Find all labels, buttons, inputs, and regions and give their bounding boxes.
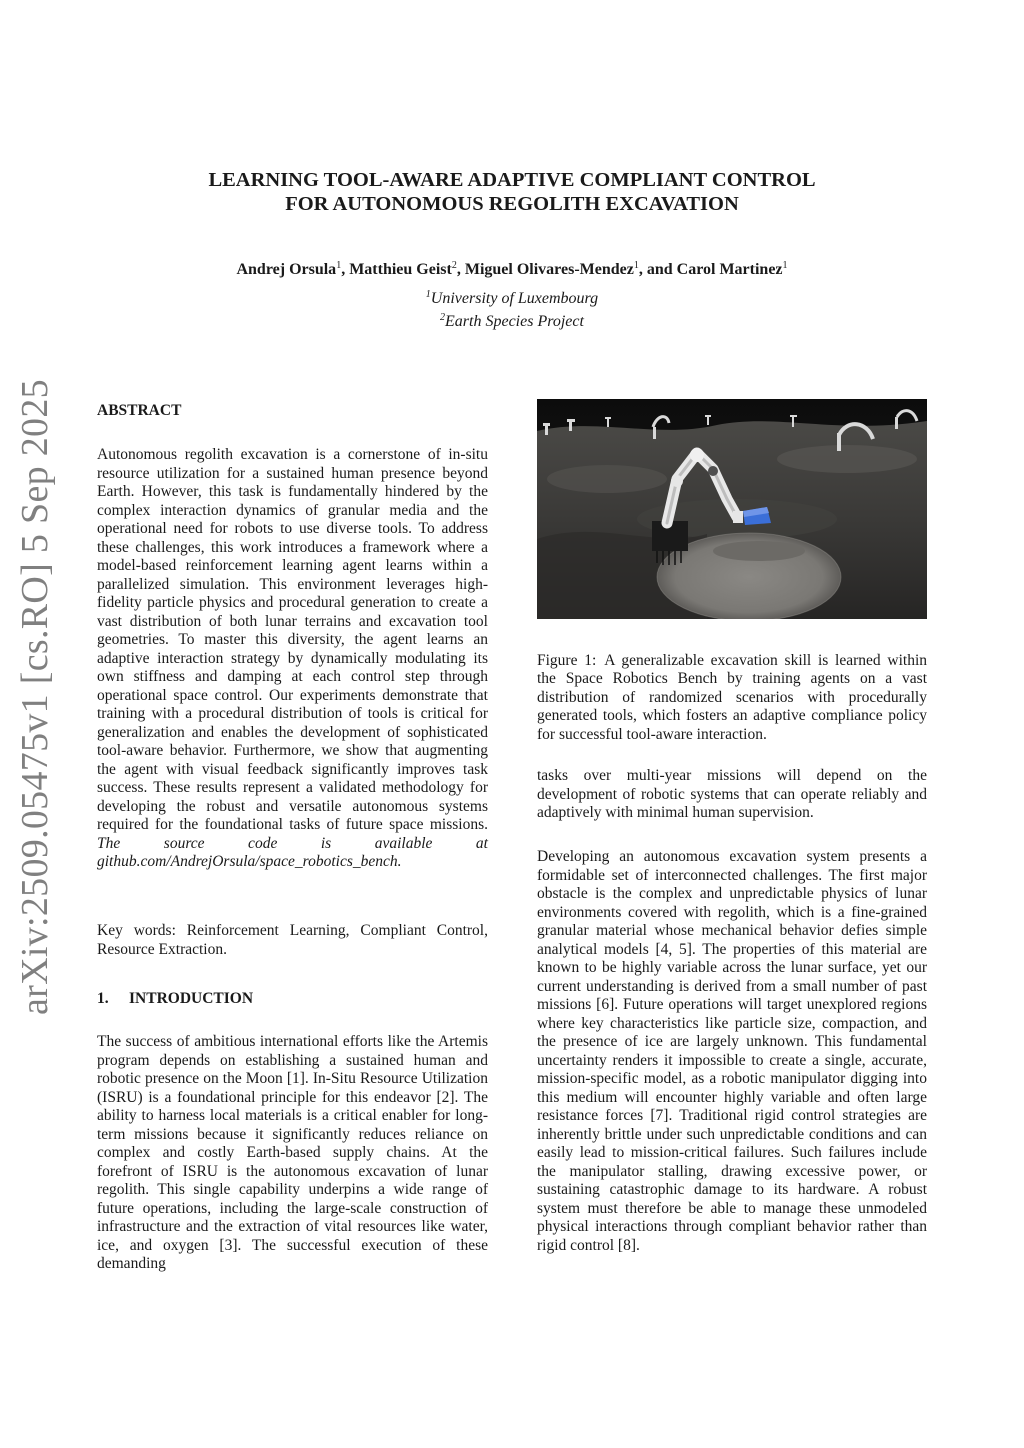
intro-paragraph-2 (537, 848, 927, 1255)
author-affiliation-mark: 2 (451, 260, 457, 271)
figure-caption-text: A generalizable excavation skill is learned within the Space Robotics Bench by training agents on a vast distribution of randomized scenarios with procedurally generated tools, which fosters an adaptive compliance policy for successful tool-aware interaction. (537, 651, 927, 743)
source-code-note: The source code is available at github.com/AndrejOrsula/space_robotics_bench. (97, 834, 488, 870)
affiliation-name: Earth Species Project (445, 313, 584, 330)
arxiv-identifier: arXiv:2509.05475v1 [cs.RO] 5 Sep 2025 (14, 379, 56, 1015)
author-name: Miguel Olivares-Mendez (464, 261, 634, 278)
intro-paragraph-1-continued-text: tasks over multi-year missions will depend on the development of robotic systems that can operate reliably and adaptively with minimal human supervision. (537, 767, 927, 821)
author-name: Matthieu Geist (349, 261, 452, 278)
author-affiliation-mark: 1 (633, 260, 639, 271)
title-line-1: LEARNING TOOL-AWARE ADAPTIVE COMPLIANT CONTROL (208, 169, 816, 191)
title-line-2: FOR AUTONOMOUS REGOLITH EXCAVATION (285, 193, 739, 215)
intro-paragraph-1-continued (537, 767, 927, 823)
author-name: Andrej Orsula (236, 261, 337, 278)
abstract-text: Autonomous regolith excavation is a cornerstone of in-situ resource utilization for a sustained human presence beyond Earth. However, this task is fundamentally hindered by the complex interaction dynamics of granular media and the operational need for robots to use diverse tools. To address these challenges, this work introduces a framework where a model-based reinforcement learning agent learns within a parallelized simulation. This environment leverages high-fidelity particle physics and procedural generation to create a vast distribution of both lunar terrains and excavation tool geometries. To master this diversity, the agent learns an adaptive interaction strategy by dynamically modulating its own stiffness and damping at each control step through operational space control. Our experiments demonstrate that training with a procedural distribution of tools is critical for generalization and enables the development of sophisticated tool-aware behavior. Furthermore, we show that augmenting the agent with visual feedback significantly improves task success. These results represent a validated methodology for developing the robust and versatile autonomous systems required for the foundational tasks of future space missions. (97, 446, 488, 833)
affiliation (120, 285, 904, 308)
section-title: INTRODUCTION (129, 990, 254, 1007)
paper-title (120, 168, 904, 216)
author-affiliation-mark: 1 (782, 260, 788, 271)
intro-paragraph-2-text: Developing an autonomous excavation system presents a formidable set of interconnected challenges. The first major obstacle is the complex and unpredictable physics of lunar environments covered with regolith, which is a fine-grained granular material whose mechanical behavior defies simple analytical models [4, 5]. The properties of this material are known to be highly variable across the lunar surface, yet our current understanding is derived from a small number of past missions [6]. Future operations will target unexplored regions where key characteristics like particle size, compaction, and the presence of ice are largely unknown. This fundamental uncertainty renders it impossible to create a single, accurate, mission-specific model, as a robotic manipulator digging into this medium will encounter highly variable and often large resistance forces [7]. Traditional rigid control strategies are inherently brittle under such unpredictable conditions and can easily lead to mission-critical failures. Such failures include the manipulator stalling, drawing excessive power, or sustaining catastrophic damage to its hardware. A robust system must therefore be able to manage these unmodeled physical interactions through compliant behavior rather than rigid control [8]. (537, 848, 927, 1254)
figure-label: Figure 1: (537, 651, 597, 669)
section-number: 1. (97, 990, 109, 1007)
figure-1-image (537, 399, 927, 619)
keywords (97, 922, 488, 959)
figure-1-caption (537, 636, 927, 760)
affiliation-list (120, 285, 904, 331)
intro-paragraph-1 (97, 1033, 488, 1274)
author-name: and Carol Martinez (646, 261, 783, 278)
affiliation (120, 308, 904, 331)
section-heading-introduction (97, 990, 253, 1008)
affiliation-number: 2 (440, 312, 446, 323)
keywords-text: Key words: Reinforcement Learning, Compliant Control, Resource Extraction. (97, 922, 488, 958)
abstract-heading: ABSTRACT (97, 402, 182, 419)
author-list: Andrej Orsula$^1$, Matthieu Geist$^2$, Miguel Olivares-Mendez$^1$, and Carol Martinez$^1$ (236, 260, 788, 278)
intro-paragraph-1-text: The success of ambitious international efforts like the Artemis program depends on establishing a sustained human and robotic presence on the Moon [1]. In-Situ Resource Utilization (ISRU) is a foundational principle for this endeavor [2]. The ability to harness local materials is a critical enabler for long-term missions because it significantly reduces reliance on complex and costly Earth-based supply chains. At the forefront of ISRU is the autonomous excavation of lunar regolith. This single capability underpins a wide range of future operations, including the large-scale construction of infrastructure and the extraction of vital resources like water, ice, and oxygen [3]. The successful execution of these demanding (97, 1033, 488, 1272)
affiliation-number: 1 (425, 289, 431, 300)
affiliation-name: University of Luxembourg (430, 290, 599, 307)
author-affiliation-mark: 1 (336, 260, 342, 271)
abstract-body (97, 446, 488, 872)
